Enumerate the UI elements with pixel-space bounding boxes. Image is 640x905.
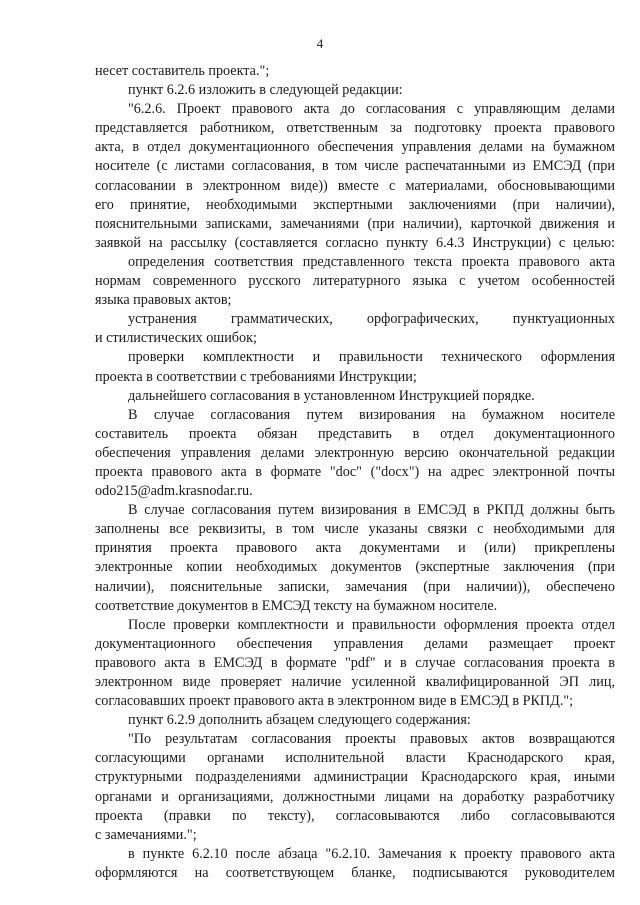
text-line: электронном виде проверяет наличие усиленной квалифицированной ЭП лиц,: [95, 674, 615, 690]
text-line: оформляются на соответствующем бланке, подписываются руководителем: [95, 864, 615, 881]
text-line: согласовавших проект правового акта в электронном виде в ЕМСЭД в РКПД.";: [95, 693, 574, 710]
document-body: [95, 62, 615, 883]
text-line: заполнены все реквизиты, в том числе указаны связки с необходимыми для: [95, 521, 615, 538]
page-number: 4: [316, 36, 324, 51]
text-line: структурными подразделениями администрации Краснодарского края, иными: [95, 769, 615, 786]
text-line: принятия проекта правового акта документами и (или) прикреплены: [95, 540, 615, 557]
text-line: правового акта в ЕМСЭД в формате "pdf" и в случае согласования проекта в: [95, 654, 615, 671]
text-line: определения соответствия представленного текста проекта правового акта: [128, 253, 615, 270]
text-line: акта, в отдел документационного обеспечения управления делами на бумажном: [95, 139, 615, 156]
text-line: дальнейшего согласования в установленном Инструкцией порядке.: [128, 387, 535, 404]
text-line: После проверки комплектности и правильности оформления проекта отдел: [128, 616, 615, 633]
text-line: наличии), пояснительные записки, замечания (при наличии)), обеспечено: [95, 578, 615, 595]
text-line: представляется работником, ответственным за подготовку проекта правового: [95, 120, 615, 137]
text-line: языка правовых актов;: [95, 292, 232, 309]
text-line: носителе (с листами согласования, в том числе распечатанными из ЕМСЭД (при: [95, 158, 615, 175]
text-line: пункт 6.2.9 дополнить абзацем следующего содержания:: [128, 712, 471, 729]
text-line: пояснительными записками, замечаниями (при наличии), карточкой движения и: [95, 215, 615, 232]
text-line: в пункте 6.2.10 после абзаца "6.2.10. Замечания к проекту правового акта: [128, 845, 615, 862]
text-line: В случае согласования путем визирования в ЕМСЭД в РКПД должны быть: [128, 502, 615, 519]
text-line: проверки комплектности и правильности технического оформления: [128, 349, 615, 366]
text-line: проекта (правки по тексту), согласовываются либо согласовываются: [95, 807, 615, 824]
text-line: пункт 6.2.6 изложить в следующей редакции:: [128, 82, 403, 99]
text-line: согласующими органами исполнительной власти Краснодарского края,: [95, 750, 615, 767]
text-line: соответствие документов в ЕМСЭД тексту на бумажном носителе.: [95, 597, 498, 614]
text-line: нормам современного русского литературного языка с учетом особенностей: [95, 273, 615, 290]
text-line: проекта в соответствии с требованиями Инструкции;: [95, 368, 417, 385]
text-line: odo215@adm.krasnodar.ru.: [95, 483, 253, 500]
text-line: его принятие, необходимыми экспертными заключениями (при наличии),: [95, 196, 615, 213]
text-line: "По результатам согласования проекты правовых актов возвращаются: [128, 731, 615, 748]
text-line: согласовании в электронном виде)) вместе с материалами, обосновывающими: [95, 177, 615, 194]
text-line: электронные копии необходимых документов (экспертные заключения (при: [95, 559, 615, 576]
text-line: несет составитель проекта.";: [95, 63, 270, 79]
text-line: документационного обеспечения управления делами размещает проект: [95, 635, 615, 652]
text-line: с замечаниями.";: [95, 826, 197, 843]
text-line: "6.2.6. Проект правового акта до согласования с управляющим делами: [128, 101, 615, 118]
text-line: В случае согласования путем визирования на бумажном носителе: [128, 406, 615, 423]
text-line: проекта правового акта в формате "doc" ("docx") на адрес электронной почты: [95, 463, 615, 480]
text-line: обеспечения управления делами электронную версию окончательной редакции: [95, 444, 615, 461]
text-line: составитель проекта обязан представить в отдел документационного: [95, 425, 615, 442]
text-line: устранения грамматических, орфографических, пунктуационных: [128, 311, 615, 328]
text-line: органами и организациями, должностными лицами на доработку разработчику: [95, 788, 615, 805]
text-line: и стилистических ошибок;: [95, 330, 257, 347]
text-line: заявкой на рассылку (составляется согласно пункту 6.4.3 Инструкции) с целью:: [95, 234, 615, 251]
